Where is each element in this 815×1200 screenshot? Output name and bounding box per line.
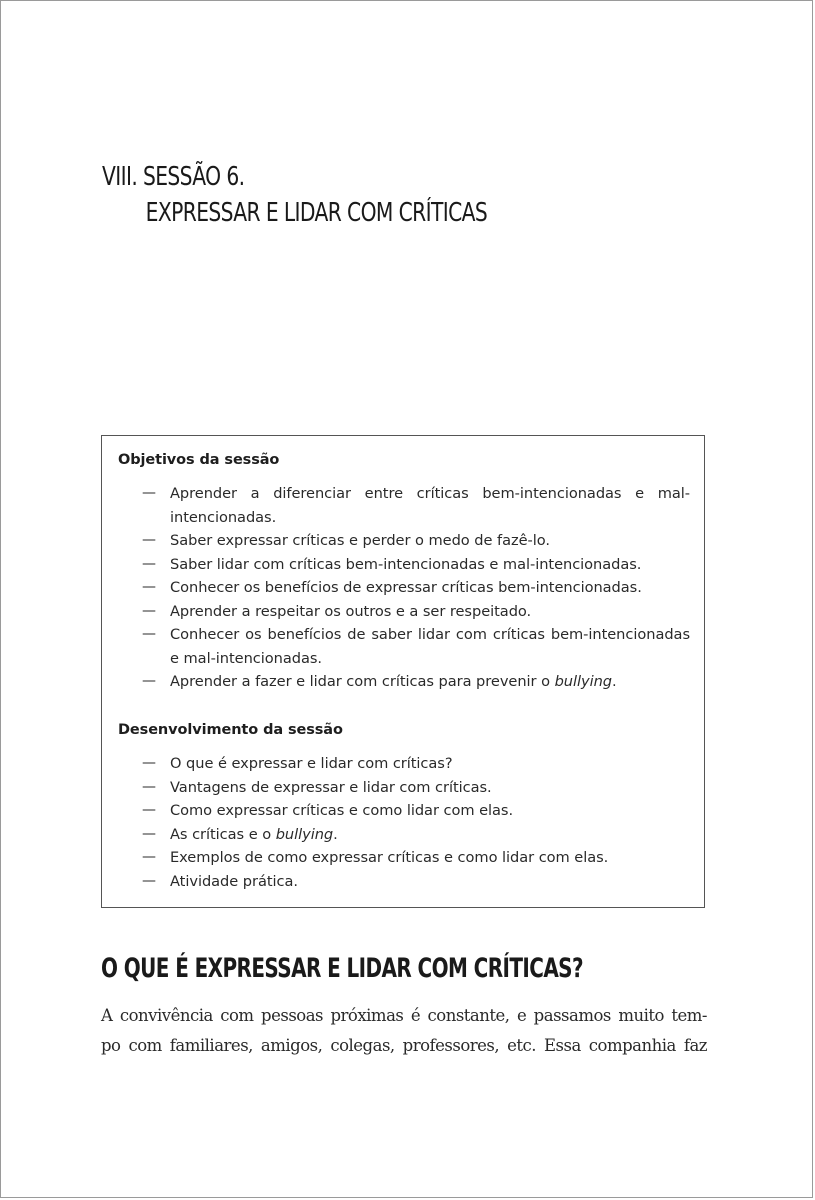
- item-text: Aprender a diferenciar entre críticas bem-intencionadas e mal-intencionadas.: [170, 485, 690, 526]
- objectives-item-text: [170, 529, 690, 553]
- dash-bullet-icon: —: [142, 673, 156, 689]
- development-heading: Desenvolvimento da sessão: [118, 722, 343, 738]
- development-item: [102, 776, 704, 800]
- item-suffix: .: [333, 825, 338, 843]
- item-text: Aprender a fazer e lidar com críticas para prevenir o: [170, 673, 555, 690]
- objectives-item-text: [170, 576, 690, 600]
- development-item-text: [170, 870, 690, 894]
- item-emphasis: bullying: [275, 825, 334, 843]
- development-item: [102, 846, 704, 870]
- item-text: O que é expressar e lidar com críticas?: [170, 755, 453, 772]
- dash-bullet-icon: —: [142, 579, 156, 595]
- objectives-list: [102, 482, 704, 694]
- development-item-text: [170, 823, 690, 847]
- development-item: [102, 799, 704, 823]
- development-item: [102, 870, 704, 894]
- item-text: Conhecer os benefícios de expressar críticas bem-intencionadas.: [170, 579, 642, 596]
- body-line: A convivência com pessoas próximas é constante, e passamos muito tem-: [101, 1006, 707, 1025]
- item-text: Vantagens de expressar e lidar com críticas.: [170, 778, 492, 796]
- development-item-text: [170, 776, 690, 800]
- development-item: [102, 823, 704, 847]
- development-item-text: [170, 846, 690, 870]
- item-text: Conhecer os benefícios de saber lidar com críticas bem-intencionadas e mal-intencionadas.: [170, 626, 690, 667]
- chapter-title: [102, 159, 487, 231]
- objectives-heading: Objetivos da sessão: [118, 452, 280, 468]
- objectives-item: [102, 600, 704, 624]
- item-text: Atividade prática.: [170, 872, 298, 890]
- dash-bullet-icon: —: [142, 802, 156, 818]
- dash-bullet-icon: —: [142, 626, 156, 642]
- development-item-text: [170, 799, 690, 823]
- dash-bullet-icon: —: [142, 555, 156, 572]
- item-emphasis: bullying: [554, 673, 612, 690]
- body-paragraph: [101, 1001, 707, 1061]
- item-text: Saber expressar críticas e perder o medo de fazê-lo.: [170, 532, 550, 549]
- item-text: Saber lidar com críticas bem-intencionadas e mal-intencionadas.: [170, 555, 642, 573]
- item-text: Exemplos de como expressar críticas e como lidar com elas.: [170, 849, 609, 866]
- item-text: As críticas e o: [170, 825, 276, 843]
- objectives-item-text: [170, 623, 690, 670]
- session-summary-box: [101, 435, 705, 908]
- item-text: Como expressar críticas e como lidar com elas.: [170, 802, 514, 819]
- dash-bullet-icon: —: [142, 825, 156, 842]
- item-text: Aprender a respeitar os outros e a ser respeitado.: [170, 602, 532, 620]
- objectives-item: [102, 576, 704, 600]
- dash-bullet-icon: —: [142, 849, 156, 865]
- objectives-item: [102, 623, 704, 670]
- development-item-text: [170, 752, 690, 776]
- objectives-item-text: [170, 553, 690, 577]
- body-line: po com familiares, amigos, colegas, professores, etc. Essa companhia faz: [101, 1036, 707, 1055]
- objectives-item: [102, 529, 704, 553]
- section-heading: O QUE É EXPRESSAR E LIDAR COM CRÍTICAS?: [101, 953, 583, 984]
- dash-bullet-icon: —: [142, 485, 156, 501]
- dash-bullet-icon: —: [142, 778, 156, 795]
- dash-bullet-icon: —: [142, 602, 156, 619]
- development-list: [102, 752, 704, 893]
- objectives-item: [102, 670, 704, 694]
- dash-bullet-icon: —: [142, 755, 156, 771]
- dash-bullet-icon: —: [142, 872, 156, 889]
- objectives-item-text: [170, 670, 690, 694]
- development-item: [102, 752, 704, 776]
- objectives-item: [102, 482, 704, 529]
- dash-bullet-icon: —: [142, 532, 156, 548]
- objectives-item: [102, 553, 704, 577]
- objectives-item-text: [170, 600, 690, 624]
- chapter-title-text: EXPRESSAR E LIDAR COM CRÍTICAS: [145, 198, 488, 228]
- item-suffix: .: [612, 673, 617, 690]
- chapter-number: VIII. SESSÃO 6.: [102, 162, 245, 192]
- objectives-item-text: [170, 482, 690, 529]
